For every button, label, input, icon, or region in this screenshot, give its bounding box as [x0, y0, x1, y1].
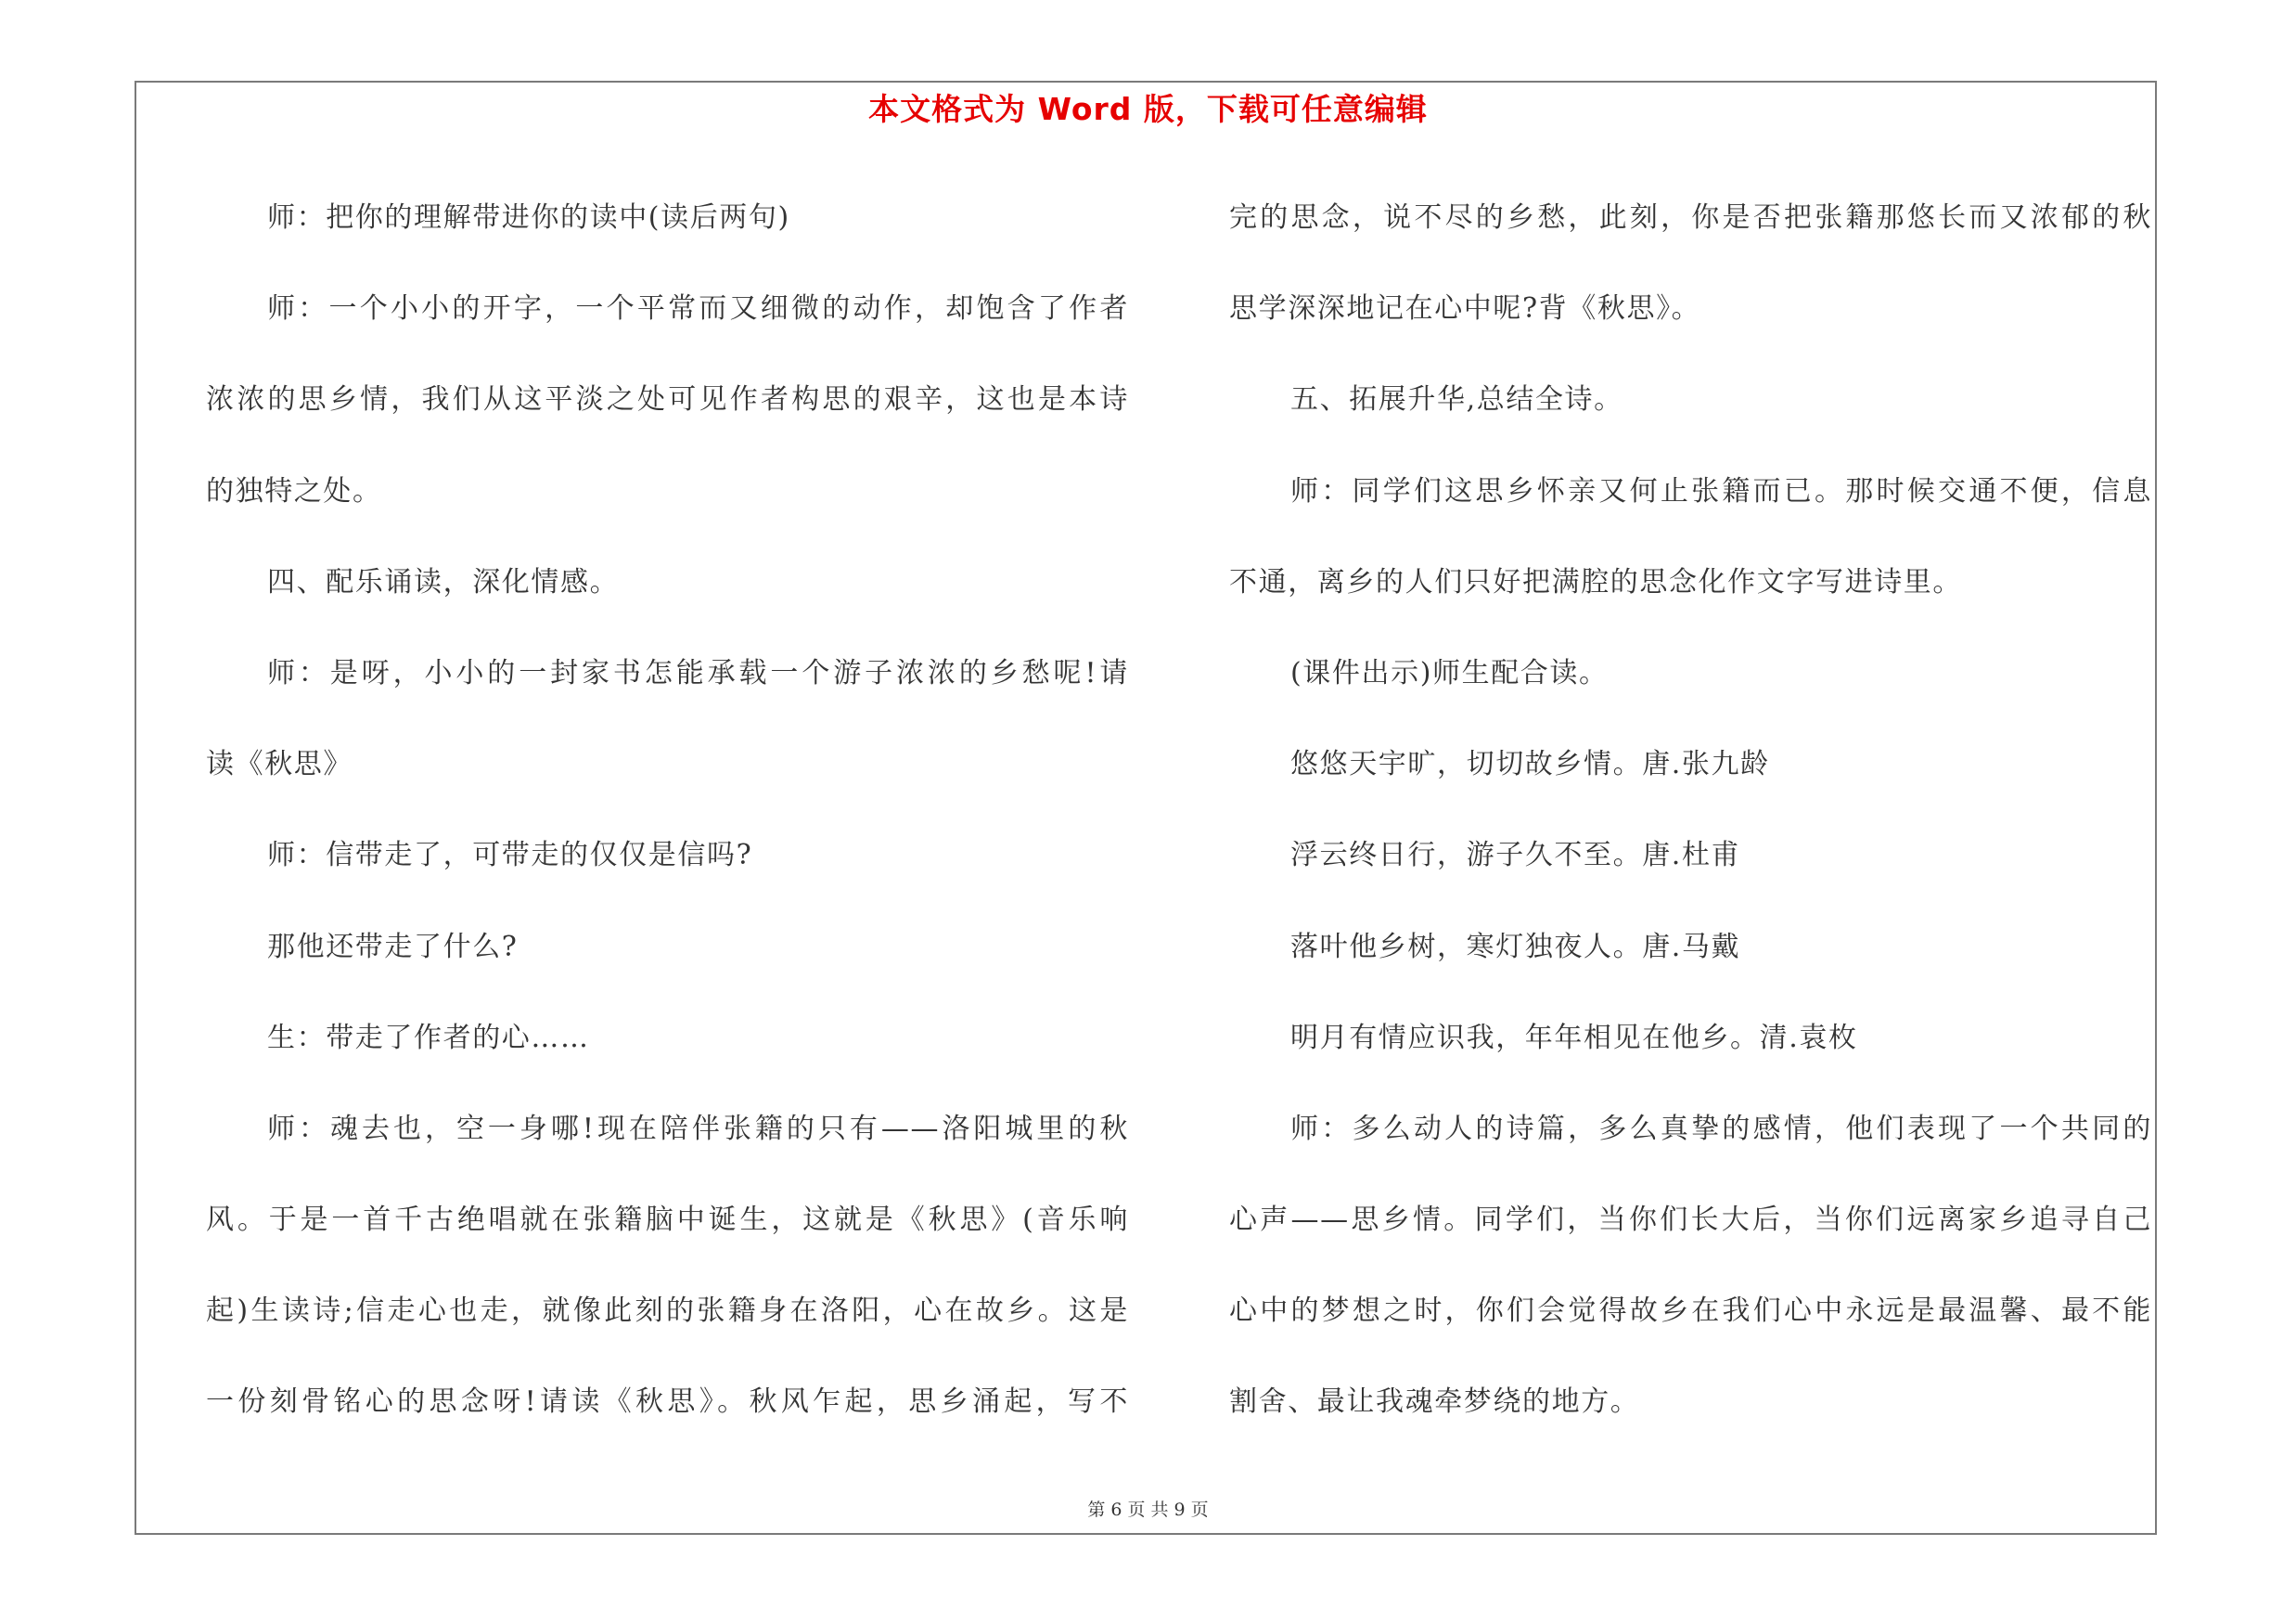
left-column-paragraph-line: 读《秋思》 [206, 748, 353, 781]
right-column-paragraph-line: 思学深深地记在心中呢?背《秋思》。 [1229, 292, 1701, 326]
right-column-paragraph-line: 明月有情应识我，年年相见在他乡。清.袁枚 [1290, 1021, 1858, 1054]
left-text-column [206, 173, 1129, 1449]
right-column-paragraph-line: 五、拓展升华,总结全诗。 [1290, 383, 1623, 417]
right-column-paragraph-line: (课件出示)师生配合读。 [1290, 656, 1609, 689]
right-column-paragraph-line: 割舍、最让我魂牵梦绕的地方。 [1229, 1385, 1640, 1419]
right-column-paragraph-line: 心中的梦想之时，你们会觉得故乡在我们心中永远是最温馨、最不能 [1229, 1295, 2152, 1328]
left-column-paragraph-line: 的独特之处。 [206, 474, 382, 508]
page-number-footer: 第 6 页 共 9 页 [1087, 1500, 1209, 1520]
left-column-paragraph-line: 浓浓的思乡情，我们从这平淡之处可见作者构思的艰辛，这也是本诗 [206, 383, 1129, 417]
left-column-paragraph-line: 师：是呀，小小的一封家书怎能承载一个游子浓浓的乡愁呢!请 [267, 656, 1129, 689]
left-column-paragraph-line: 起)生读诗;信走心也走，就像此刻的张籍身在洛阳，心在故乡。这是 [206, 1295, 1129, 1328]
left-column-paragraph-line: 师：魂去也，空一身哪!现在陪伴张籍的只有——洛阳城里的秋 [267, 1112, 1129, 1145]
left-column-paragraph-line: 那他还带走了什么? [267, 930, 519, 963]
right-column-paragraph-line: 师：多么动人的诗篇，多么真挚的感情，他们表现了一个共同的 [1290, 1112, 2152, 1145]
right-column-paragraph-line: 浮云终日行，游子久不至。唐.杜甫 [1290, 839, 1741, 872]
left-column-paragraph-line: 一份刻骨铭心的思念呀!请读《秋思》。秋风乍起，思乡涌起，写不 [206, 1385, 1129, 1419]
left-column-paragraph-line: 师：把你的理解带进你的读中(读后两句) [267, 201, 790, 234]
right-text-column [1229, 173, 2152, 1449]
left-column-paragraph-line: 师：一个小小的开字，一个平常而又细微的动作，却饱含了作者 [267, 292, 1129, 326]
left-column-paragraph-line: 师：信带走了，可带走的仅仅是信吗? [267, 839, 753, 872]
right-column-paragraph-line: 师：同学们这思乡怀亲又何止张籍而已。那时候交通不便，信息 [1290, 474, 2152, 508]
right-column-paragraph-line: 心声——思乡情。同学们，当你们长大后，当你们远离家乡追寻自己 [1229, 1204, 2152, 1237]
right-column-paragraph-line: 悠悠天宇旷，切切故乡情。唐.张九龄 [1290, 748, 1770, 781]
left-column-paragraph-line: 生：带走了作者的心…… [267, 1021, 590, 1054]
left-column-paragraph-line: 四、配乐诵读，深化情感。 [267, 565, 620, 599]
right-column-paragraph-line: 不通，离乡的人们只好把满腔的思念化作文字写进诗里。 [1229, 565, 1962, 599]
right-column-paragraph-line: 完的思念，说不尽的乡愁，此刻，你是否把张籍那悠长而又浓郁的秋 [1229, 201, 2152, 234]
word-format-banner: 本文格式为 Word 版，下载可任意编辑 [868, 91, 1428, 127]
left-column-paragraph-line: 风。于是一首千古绝唱就在张籍脑中诞生，这就是《秋思》(音乐响 [206, 1204, 1129, 1237]
right-column-paragraph-line: 落叶他乡树，寒灯独夜人。唐.马戴 [1290, 930, 1741, 963]
